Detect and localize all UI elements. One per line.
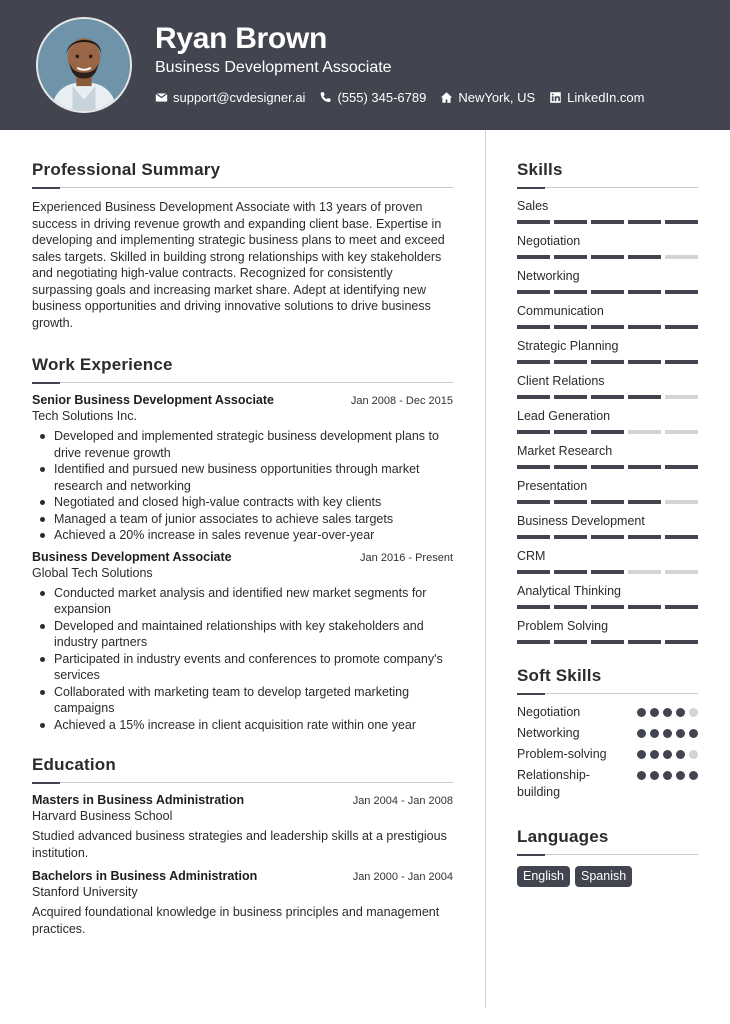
skill-item (517, 234, 698, 259)
candidate-name: Ryan Brown (155, 22, 328, 55)
job-entry (32, 550, 453, 734)
school-name: Harvard Business School (32, 809, 173, 823)
rating-dot (689, 708, 698, 717)
skill-item (517, 409, 698, 434)
skill-level-segment (665, 220, 698, 224)
rating-dot (637, 708, 646, 717)
location-text: NewYork, US (458, 90, 536, 105)
skill-level-bar (517, 255, 698, 259)
skill-level-segment (554, 640, 587, 644)
skill-level-segment (517, 570, 550, 574)
skill-level-segment (628, 570, 661, 574)
envelope-icon (155, 91, 168, 104)
skill-name: Communication (517, 304, 604, 318)
skill-level-segment (591, 500, 624, 504)
candidate-title: Business Development Associate (155, 59, 392, 76)
skill-level-segment (554, 535, 587, 539)
skill-level-segment (554, 220, 587, 224)
linkedin-icon (549, 91, 562, 104)
skill-name: Market Research (517, 444, 613, 458)
skill-level-bar (517, 360, 698, 364)
job-date: Jan 2008 - Dec 2015 (350, 395, 453, 407)
skill-level-segment (591, 465, 624, 469)
skills-list (517, 199, 698, 644)
soft-skill-rating (637, 704, 698, 721)
rating-dot (689, 750, 698, 759)
profile-photo (36, 17, 132, 113)
job-company: Global Tech Solutions (32, 565, 153, 580)
skill-level-segment (665, 360, 698, 364)
skill-level-segment (517, 465, 550, 469)
rating-dot (650, 750, 659, 759)
skill-level-bar (517, 570, 698, 574)
skill-level-bar (517, 640, 698, 644)
soft-skill-name: Relationship-building (517, 768, 590, 799)
skill-level-segment (665, 605, 698, 609)
skill-level-segment (591, 605, 624, 609)
skill-level-bar (517, 325, 698, 329)
skill-level-segment (628, 430, 661, 434)
soft-skill-item (517, 704, 698, 721)
main-column (32, 160, 453, 937)
skill-level-segment (628, 325, 661, 329)
skill-level-segment (554, 255, 587, 259)
degree-title: Masters in Business Administration (32, 793, 245, 807)
job-bullet: Identified and pursued new business opportunities through market research and networking (32, 461, 453, 494)
phone-text: (555) 345-6789 (337, 90, 427, 105)
skill-level-segment (628, 465, 661, 469)
soft-skill-item (517, 767, 698, 801)
skill-level-segment (665, 325, 698, 329)
education-description: Acquired foundational knowledge in business principles and management practices. (32, 905, 440, 936)
rating-dot (689, 729, 698, 738)
education-entry (32, 793, 453, 861)
skill-level-segment (591, 640, 624, 644)
skill-level-segment (665, 535, 698, 539)
skill-item (517, 269, 698, 294)
skill-level-segment (517, 430, 550, 434)
experience-section (32, 355, 453, 733)
skill-level-segment (591, 220, 624, 224)
contact-bar (155, 90, 659, 105)
skill-level-segment (554, 395, 587, 399)
rating-dot (637, 750, 646, 759)
job-date: Jan 2016 - Present (360, 551, 453, 564)
job-bullet: Developed and implemented strategic business development plans to drive revenue growth (32, 428, 453, 461)
skill-level-segment (665, 290, 698, 294)
rating-dot (650, 708, 659, 717)
skill-name: Analytical Thinking (517, 584, 621, 598)
skill-level-segment (554, 465, 587, 469)
education-section (32, 755, 453, 937)
section-rule (517, 854, 698, 856)
skill-level-bar (517, 535, 698, 539)
skill-level-segment (591, 290, 624, 294)
skill-item (517, 584, 698, 609)
skill-level-segment (665, 430, 698, 434)
contact-phone[interactable] (319, 90, 426, 105)
person-portrait-icon (38, 19, 130, 111)
rating-dot (676, 750, 685, 759)
rating-dot (650, 729, 659, 738)
skill-level-segment (591, 360, 624, 364)
skill-level-segment (628, 640, 661, 644)
education-entry (32, 869, 453, 937)
skill-level-segment (665, 570, 698, 574)
skill-name: Negotiation (517, 234, 581, 248)
skill-level-segment (628, 220, 661, 224)
section-rule (32, 782, 453, 784)
skill-item (517, 339, 698, 364)
soft-skill-name: Problem-solving (517, 747, 607, 761)
soft-skill-name: Negotiation (517, 705, 581, 719)
skill-level-segment (517, 360, 550, 364)
skill-item (517, 549, 698, 574)
skill-level-segment (628, 395, 661, 399)
soft-skill-rating (637, 725, 698, 742)
degree-title: Bachelors in Business Administration (32, 869, 258, 883)
skill-item (517, 374, 698, 399)
soft-skill-rating (637, 767, 698, 801)
skill-level-segment (517, 220, 550, 224)
skill-level-bar (517, 465, 698, 469)
skills-heading: Skills (517, 160, 563, 179)
email-text: support@cvdesigner.ai (173, 90, 306, 105)
skill-level-segment (554, 360, 587, 364)
skill-level-segment (665, 465, 698, 469)
skill-name: Strategic Planning (517, 339, 619, 353)
section-rule (32, 382, 453, 384)
job-bullets (32, 585, 453, 734)
soft-skill-item (517, 746, 698, 763)
skill-level-segment (665, 500, 698, 504)
contact-location (440, 90, 535, 105)
rating-dot (663, 771, 672, 780)
soft-skill-name: Networking (517, 726, 580, 740)
job-bullet: Negotiated and closed high-value contracts with key clients (32, 494, 453, 511)
skill-level-segment (628, 255, 661, 259)
section-rule (517, 693, 698, 695)
job-company: Tech Solutions Inc. (32, 409, 137, 423)
languages-list (517, 866, 698, 887)
skill-level-segment (517, 535, 550, 539)
skill-level-segment (628, 500, 661, 504)
skill-level-bar (517, 500, 698, 504)
language-tag: English (517, 866, 570, 887)
rating-dot (689, 771, 698, 780)
skills-section (517, 160, 698, 644)
rating-dot (676, 729, 685, 738)
column-divider (485, 130, 486, 1008)
skill-level-segment (628, 605, 661, 609)
skill-level-segment (628, 360, 661, 364)
skill-item (517, 444, 698, 469)
summary-heading: Professional Summary (32, 160, 221, 179)
rating-dot (637, 729, 646, 738)
soft-skills-list (517, 704, 698, 801)
experience-heading: Work Experience (32, 355, 173, 374)
rating-dot (650, 771, 659, 780)
skill-name: Problem Solving (517, 619, 609, 633)
skill-item (517, 619, 698, 644)
contact-linkedin[interactable] (549, 90, 644, 105)
skill-name: Networking (517, 269, 580, 283)
soft-skill-item (517, 725, 698, 742)
skill-level-segment (628, 535, 661, 539)
job-bullet: Collaborated with marketing team to develop targeted marketing campaigns (32, 684, 453, 717)
languages-section (517, 827, 698, 887)
skill-name: Client Relations (517, 374, 605, 388)
rating-dot (637, 771, 646, 780)
skill-level-segment (517, 290, 550, 294)
skill-name: Business Development (517, 514, 645, 528)
summary-text: Experienced Business Development Associate with 13 years of proven success in driving revenue growth and expanding client base. Expertise in developing and implementing strategic business plans to meet and exceed sales targets. Skilled in building strong relationships with key stakeholders and negotiating high-value contracts. Recognized for consistently surpassing goals and increasing market share. Adept at identifying new business opportunities and driving innovative solutions to drive business growth. (32, 200, 445, 330)
skill-level-segment (591, 430, 624, 434)
skill-level-segment (591, 570, 624, 574)
skill-level-segment (665, 395, 698, 399)
skill-level-segment (554, 570, 587, 574)
skill-level-segment (665, 255, 698, 259)
skill-name: CRM (517, 549, 546, 563)
home-icon (440, 91, 453, 104)
skill-level-segment (554, 500, 587, 504)
rating-dot (676, 771, 685, 780)
languages-heading: Languages (517, 827, 609, 846)
job-bullet: Participated in industry events and conferences to promote company's services (32, 651, 453, 684)
language-tag: Spanish (575, 866, 632, 887)
job-bullet: Conducted market analysis and identified new market segments for expansion (32, 585, 453, 618)
sidebar-column (517, 160, 698, 887)
skill-level-segment (517, 605, 550, 609)
skill-item (517, 514, 698, 539)
skill-level-segment (591, 255, 624, 259)
job-title: Business Development Associate (32, 549, 232, 564)
skill-level-bar (517, 605, 698, 609)
skill-level-bar (517, 430, 698, 434)
skill-level-segment (591, 395, 624, 399)
skill-level-bar (517, 395, 698, 399)
skill-level-segment (517, 255, 550, 259)
job-title: Senior Business Development Associate (32, 393, 274, 407)
education-date: Jan 2004 - Jan 2008 (352, 795, 453, 807)
skill-item (517, 199, 698, 224)
skill-level-segment (517, 500, 550, 504)
section-rule (517, 187, 698, 189)
skill-level-segment (517, 395, 550, 399)
skill-level-segment (554, 290, 587, 294)
job-bullet: Achieved a 15% increase in client acquisition rate within one year (32, 717, 453, 734)
skill-level-segment (554, 325, 587, 329)
rating-dot (663, 750, 672, 759)
skill-item (517, 304, 698, 329)
skill-name: Sales (517, 199, 549, 213)
education-heading: Education (32, 755, 116, 774)
rating-dot (676, 708, 685, 717)
soft-skills-heading: Soft Skills (517, 666, 602, 685)
skill-level-segment (517, 640, 550, 644)
rating-dot (663, 708, 672, 717)
school-name: Stanford University (32, 885, 138, 899)
contact-email[interactable] (155, 90, 305, 105)
linkedin-text: LinkedIn.com (567, 90, 645, 105)
skill-level-bar (517, 290, 698, 294)
skill-level-segment (517, 325, 550, 329)
skill-level-bar (517, 220, 698, 224)
summary-section (32, 160, 453, 331)
soft-skills-section (517, 666, 698, 801)
job-bullet: Managed a team of junior associates to achieve sales targets (32, 511, 453, 528)
section-rule (32, 187, 453, 189)
rating-dot (663, 729, 672, 738)
skill-level-segment (591, 535, 624, 539)
job-entry (32, 393, 453, 544)
resume-header (0, 0, 730, 130)
job-bullet: Achieved a 20% increase in sales revenue year-over-year (32, 527, 453, 544)
education-date: Jan 2000 - Jan 2004 (352, 871, 453, 883)
skill-level-segment (665, 640, 698, 644)
job-bullet: Developed and maintained relationships with key stakeholders and industry partners (32, 618, 453, 651)
skill-level-segment (554, 605, 587, 609)
skill-name: Presentation (517, 479, 588, 493)
skill-name: Lead Generation (517, 409, 611, 423)
skill-item (517, 479, 698, 504)
phone-icon (319, 91, 332, 104)
job-bullets (32, 428, 453, 544)
skill-level-segment (591, 325, 624, 329)
skill-level-segment (554, 430, 587, 434)
education-description: Studied advanced business strategies and leadership skills at a prestigious institution. (32, 829, 447, 860)
soft-skill-rating (637, 746, 698, 763)
skill-level-segment (628, 290, 661, 294)
